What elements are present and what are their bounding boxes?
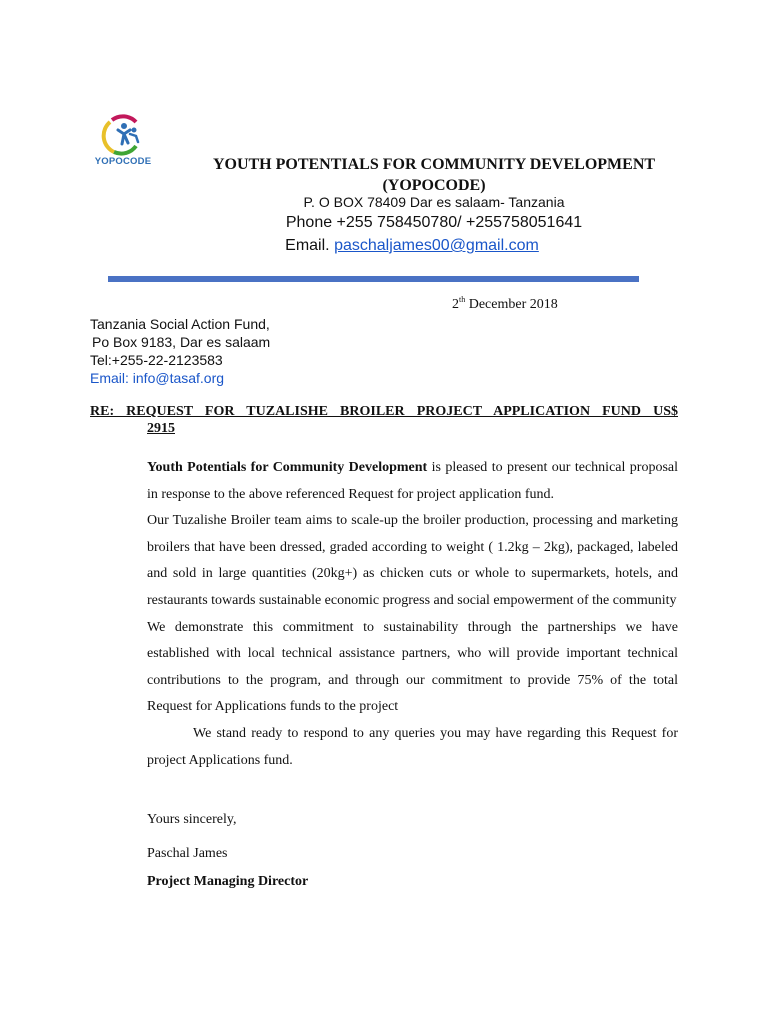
recipient-name: Tanzania Social Action Fund, [90, 316, 270, 332]
signatory-name: Paschal James [147, 846, 228, 861]
organization-logo [92, 112, 154, 170]
recipient-email[interactable]: Email: info@tasaf.org [90, 370, 225, 386]
intro-org-name: Youth Potentials for Community Development [147, 460, 428, 475]
org-name: YOUTH POTENTIALS FOR COMMUNITY DEVELOPMENT [212, 156, 656, 173]
letter-body [147, 455, 678, 774]
closing-salutation: Yours sincerely, [147, 812, 237, 827]
paragraph-queries: We stand ready to respond to any queries you may have regarding this Request for project Applications fund. [147, 725, 678, 768]
paragraph-team: Our Tuzalishe Broiler team aims to scale-up the broiler production, processing and marketing broilers that have been dressed, graded according to weight ( 1.2kg – 2kg), packaged, labeled and sold in large quantities (20kg+) as chicken cuts or whole to supermarkets, hotels, and restaurants towards sustainable economic progress and social empowerment of the community [147, 513, 678, 608]
subject-line: RE: REQUEST FOR TUZALISHE BROILER PROJECT APPLICATION FUND US$ [90, 404, 678, 419]
org-email-label: Email. [285, 237, 330, 254]
logo-icon [92, 112, 154, 156]
letter-date [452, 297, 558, 313]
org-email-link[interactable]: paschaljames00@gmail.com [334, 237, 539, 254]
recipient-po-box: Po Box 9183, Dar es salaam [92, 334, 271, 350]
signatory-title: Project Managing Director [147, 874, 309, 889]
date-rest: December 2018 [468, 297, 558, 312]
logo-text: YOPOCODE [94, 156, 152, 167]
intro-text: is pleased to present our technical proposal in response to the above referenced Request for project application fund. [147, 460, 678, 502]
paragraph-commitment: We demonstrate this commitment to sustainability through the partnerships we have established with local technical assistance partners, who will provide important technical contributions to the program, and through our commitment to provide 75% of the total Request for Applications funds to the project [147, 619, 678, 715]
org-po-box: P. O BOX 78409 Dar es salaam- Tanzania [303, 194, 565, 210]
date-day: 2 [452, 297, 459, 312]
org-email-line [150, 237, 674, 255]
subject-amount: 2915 [147, 421, 175, 436]
letterhead-divider [108, 276, 639, 282]
date-suffix: th [459, 295, 466, 304]
paragraph-intro [147, 455, 678, 508]
org-phone: Phone +255 758450780/ +255758051641 [285, 214, 583, 231]
recipient-tel: Tel:+255-22-2123583 [90, 352, 223, 368]
org-abbrev: (YOPOCODE) [382, 177, 486, 194]
